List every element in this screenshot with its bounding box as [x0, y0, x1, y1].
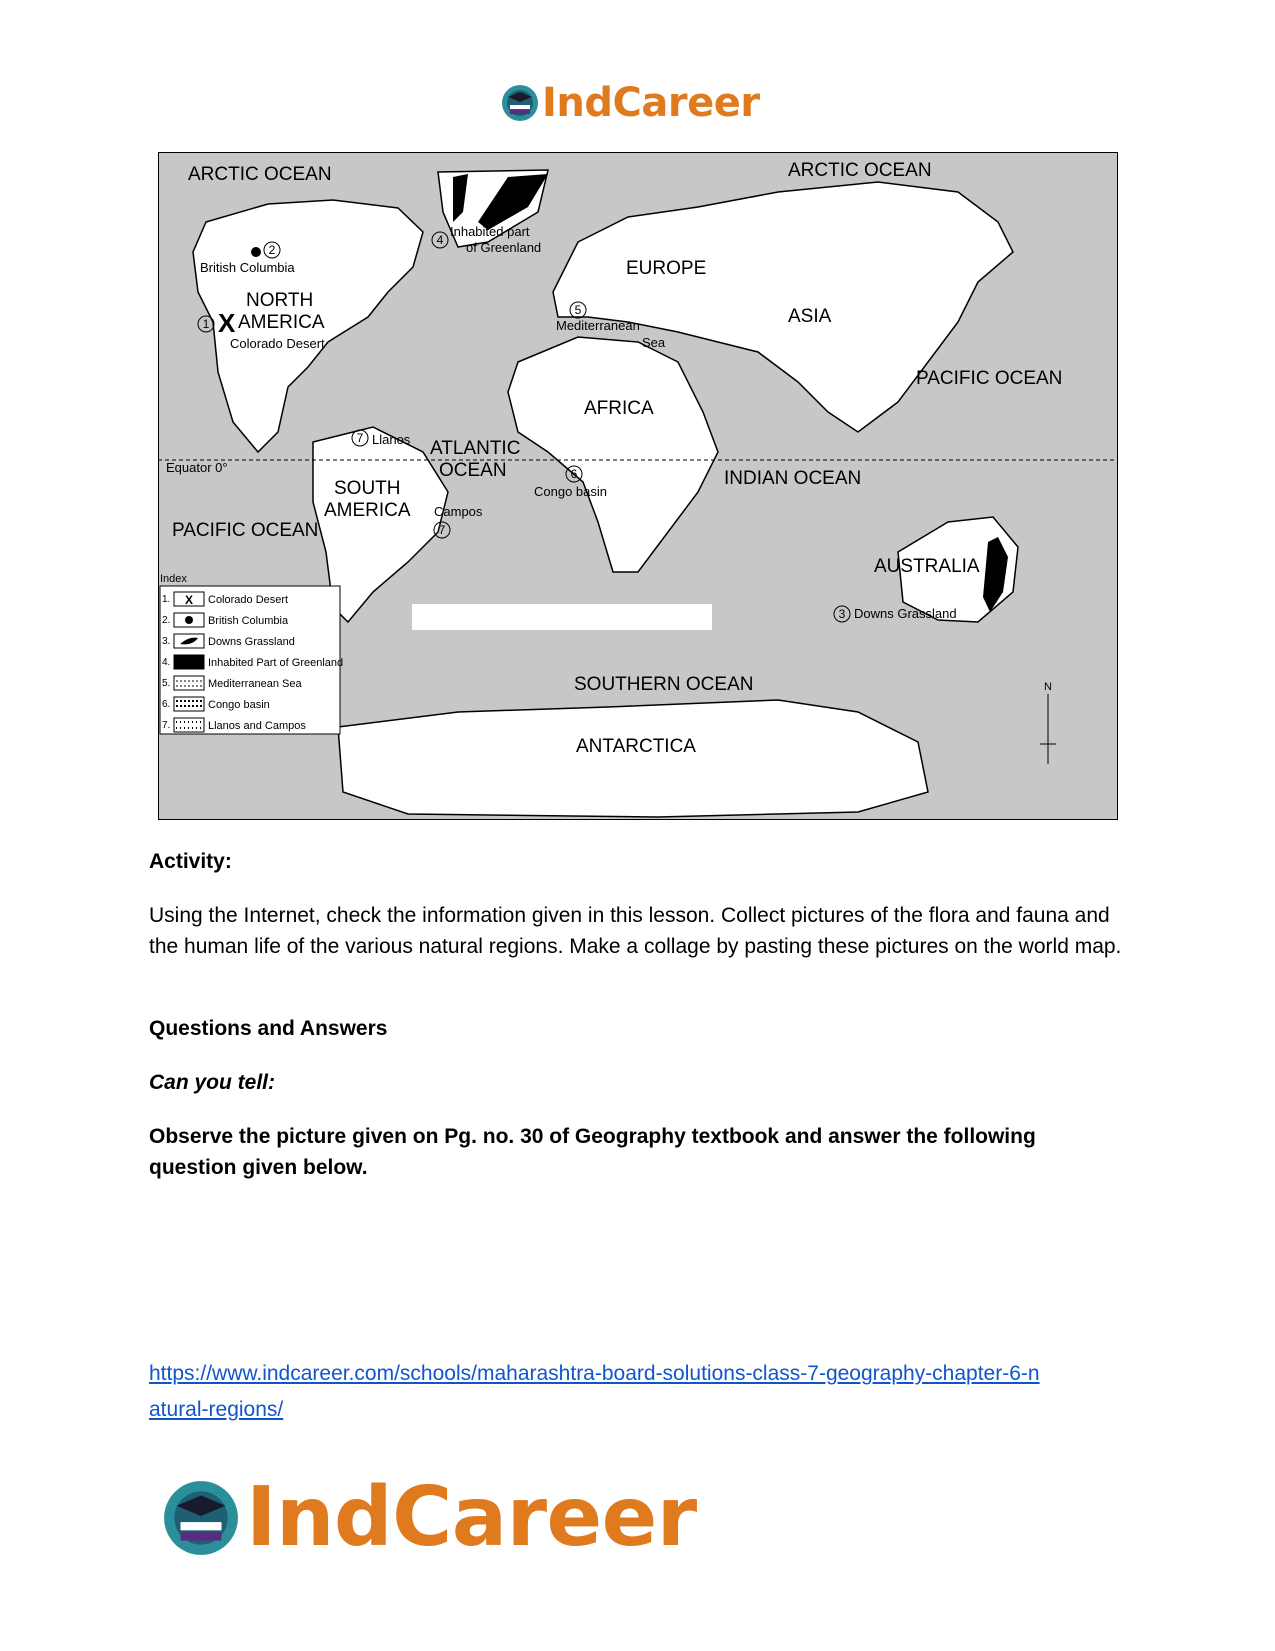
indian-ocean-label: INDIAN OCEAN	[724, 468, 862, 489]
svg-text:X: X	[185, 593, 194, 607]
southern-ocean-label: SOUTHERN OCEAN	[574, 674, 754, 695]
pacific-ocean-right-label: PACIFIC OCEAN	[916, 368, 1063, 389]
can-you-tell: Can you tell:	[149, 1071, 276, 1094]
europe-label: EUROPE	[626, 258, 707, 279]
asia-label: ASIA	[788, 306, 832, 327]
graduation-book-icon	[160, 1477, 242, 1559]
marker-5: 5	[574, 303, 582, 317]
indcareer-logo-bottom	[160, 1470, 697, 1565]
marker-4: 4	[436, 233, 444, 247]
congo-basin-label: Congo basin	[534, 484, 607, 499]
downs-grassland-label: Downs Grassland	[854, 606, 957, 621]
atlantic-label: ATLANTIC	[430, 438, 521, 459]
graduation-book-icon	[500, 83, 540, 123]
north-america-label: AMERICA	[238, 312, 325, 333]
british-columbia-dot	[251, 247, 261, 257]
mediterranean-label-2: Sea	[642, 335, 666, 350]
marker-1: 1	[202, 317, 210, 331]
svg-text:2.: 2.	[162, 615, 171, 626]
africa-label: AFRICA	[584, 398, 654, 419]
greenland-label-2: of Greenland	[466, 240, 542, 255]
world-map	[158, 152, 1118, 820]
svg-text:7.: 7.	[162, 720, 171, 731]
british-columbia-label: British Columbia	[200, 260, 295, 275]
arctic-ocean-right-label: ARCTIC OCEAN	[788, 160, 932, 181]
marker-2: 2	[268, 243, 276, 257]
greenland-label-1: Inhabited part	[450, 224, 530, 239]
antarctica-label: ANTARCTICA	[576, 736, 696, 757]
atlantic-ocean-label: OCEAN	[439, 460, 507, 481]
observe-question: Observe the picture given on Pg. no. 30 of Geography textbook and answer the following question given below.	[149, 1125, 1036, 1179]
pacific-ocean-left-label: PACIFIC OCEAN	[172, 520, 319, 541]
source-link-line-1[interactable]: https://www.indcareer.com/schools/maharashtra-board-solutions-class-7-geography-chapter-6-n	[149, 1362, 1040, 1385]
logo-text: IndCareer	[542, 80, 760, 126]
antarctica-shape	[338, 700, 928, 817]
legend-item-downs: Downs Grassland	[208, 636, 295, 648]
legend-item-greenland: Inhabited Part of Greenland	[208, 657, 344, 669]
legend-item-mediterranean: Mediterranean Sea	[208, 678, 302, 690]
map-index-legend	[160, 573, 343, 734]
index-title: Index	[160, 573, 187, 585]
x-marker: X	[218, 308, 236, 338]
marker-6: 6	[570, 467, 578, 481]
source-link-line-2[interactable]: atural-regions/	[149, 1398, 284, 1421]
logo-text: IndCareer	[246, 1470, 697, 1565]
north-label: NORTH	[246, 290, 314, 311]
svg-text:6.: 6.	[162, 699, 171, 710]
legend-item-llanos-campos: Llanos and Campos	[208, 720, 306, 732]
activity-text: Using the Internet, check the information given in this lesson. Collect pictures of the flora and fauna and the human life of the various natural regions. Make a collage by pasting these pictures on the world map.	[149, 904, 1122, 958]
legend-item-british-columbia: British Columbia	[208, 615, 289, 627]
activity-heading: Activity:	[149, 850, 232, 873]
north-arrow-label: N	[1044, 681, 1052, 693]
marker-7-llanos: 7	[356, 431, 364, 445]
svg-text:3.: 3.	[162, 636, 171, 647]
svg-text:1.: 1.	[162, 594, 171, 605]
svg-text:5.: 5.	[162, 678, 171, 689]
indcareer-logo-top	[500, 80, 760, 126]
equator-label: Equator 0°	[166, 460, 228, 475]
australia-label: AUSTRALIA	[874, 556, 980, 577]
arctic-ocean-left-label: ARCTIC OCEAN	[188, 164, 332, 185]
legend-item-congo: Congo basin	[208, 699, 270, 711]
mediterranean-label-1: Mediterranean	[556, 318, 640, 333]
colorado-desert-label: Colorado Desert	[230, 336, 325, 351]
marker-3: 3	[838, 607, 846, 621]
campos-label: Campos	[434, 504, 483, 519]
svg-text:4.: 4.	[162, 657, 171, 668]
legend-item-colorado: Colorado Desert	[208, 594, 289, 606]
south-america-label: AMERICA	[324, 500, 411, 521]
llanos-label: Llanos	[372, 432, 411, 447]
qa-heading: Questions and Answers	[149, 1017, 388, 1040]
source-link[interactable]	[149, 1356, 1124, 1428]
marker-7-campos: 7	[438, 523, 446, 537]
south-label: SOUTH	[334, 478, 401, 499]
